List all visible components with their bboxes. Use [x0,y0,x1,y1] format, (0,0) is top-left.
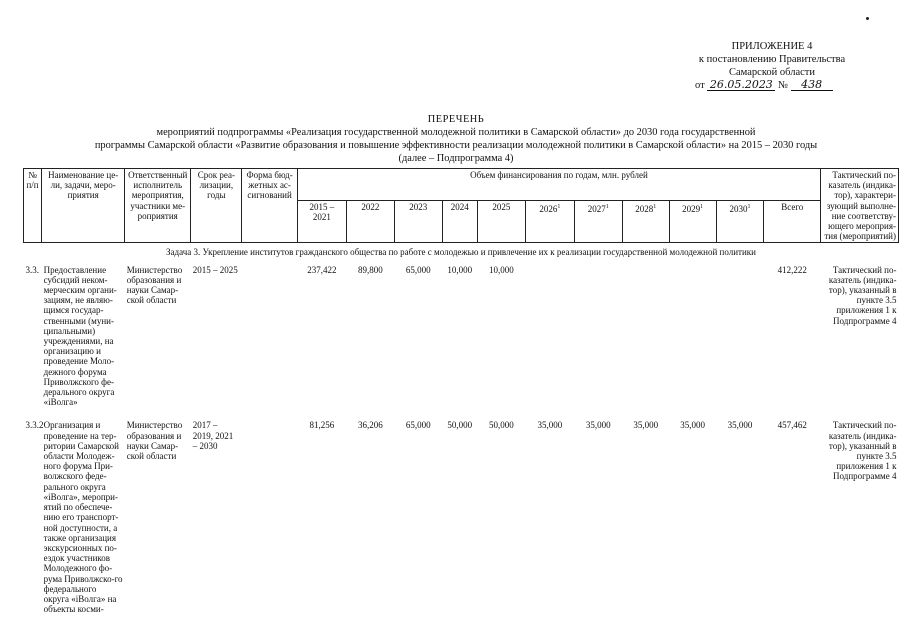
row-value [574,264,622,409]
row-value: 89,800 [357,264,383,275]
row-value: 35,000 [585,420,611,431]
appendix-header [662,40,882,92]
title-heading: ПЕРЕЧЕНЬ [427,114,485,125]
appendix-line2: к постановлению Правительства [698,54,846,65]
year-2028: 2028$^1$ [622,200,669,243]
row-indicator: Тактический по-казатель (индика-тор), указанный в пункте 3.5 приложения 1 к Подпрограмме 4 [828,420,897,482]
year-2023: 2023 [394,200,442,243]
handwritten-number: 438 [791,79,833,91]
year-2024: 2024 [442,200,477,243]
row-value: 35,000 [633,420,659,431]
row-value: 35,000 [680,420,705,431]
row-term: 2017 – 2019, 2021 – 2030 [192,420,234,451]
row-value: 50,000 [488,420,514,431]
row-num: 3.3. [25,264,39,275]
row-indicator: Тактический по-казатель (индика-тор), указанный в пункте 3.5 приложения 1 к Подпрограмме 4 [828,264,897,326]
row-value: 65,000 [405,420,431,431]
row-value: 36,206 [357,420,383,431]
year-2030: 2030$^1$ [716,200,764,243]
row-name: Предоставление субсидий неком-мерческим органи-зациям, не являю-щимся государ-ственными (муни-ципальными) учреждениями, на организацию и проведение Моло-дежного форума Приволжского фе-дерального округа «iВолга» [43,264,117,408]
header-name: Наименование це-ли, задачи, меро-приятия [42,169,125,243]
number-sign: № [777,80,788,91]
row-value: 50,000 [447,420,473,431]
row-value [622,264,669,409]
year-2022: 2022 [346,200,394,243]
year-2015-2021: 2015 – 2021 [297,200,346,243]
appendix-line3: Самарской области [729,67,815,78]
row-form [242,408,297,615]
appendix-title: ПРИЛОЖЕНИЕ 4 [731,41,813,52]
header-executor: Ответственный исполнитель мероприятия, участники ме-роприятия [125,169,191,243]
year-2025: 2025 [477,200,525,243]
row-name: Организация и проведение на тер-ритории Самарской области Молодеж-ного форума При-волжского феде-рального округа «iВолга», меропри-ятий по обеспече-нию его транспорт-ной доступности, а также организация экскурсионных по-ездок участников Молодежного фо-рума Приволжско-го федерального округа «iВолга» на объекты косми- [43,420,123,615]
title-line-2: мероприятий подпрограммы «Реализация государственной молодежной политики в Самарской области» до 2030 года государственной [156,127,756,138]
row-value: 65,000 [405,264,431,275]
year-2027: 2027$^1$ [574,200,622,243]
appendix-signature-line [662,79,882,92]
activities-table [23,168,899,615]
header-indicator: Тактический по-казатель (индика-тор), характери-зующий выполне-ние соответству-ющего мероприя-тия (мероприятий) [821,169,899,243]
header-form: Форма бюд-жетных ас-сигнований [242,169,297,243]
from-label: от [695,80,705,91]
row-form [242,264,297,409]
document-title [0,113,912,165]
table-row [24,408,899,615]
year-2029: 2029$^1$ [669,200,716,243]
scan-dot [866,17,869,20]
year-2026: 2026$^1$ [525,200,574,243]
title-line-3: программы Самарской области «Развитие образования и повышение эффективности реализации молодежной политики в Самарской области» на 2015 – 2030 годы [94,140,818,151]
row-value: 237,422 [307,264,337,275]
row-total: 412,222 [777,264,807,275]
header-term: Срок реа-лизации, годы [191,169,242,243]
row-value [525,264,574,409]
row-value [716,264,764,409]
row-executor: Министерство образования и науки Самар-ской области [126,264,183,306]
row-num: 3.3.2 [25,420,44,431]
row-value [669,264,716,409]
row-value: 35,000 [727,420,753,431]
task-3-heading: Задача 3. Укрепление институтов гражданского общества по работе с молодежью и привлечение их к реализации государственной молодежной политики [166,247,756,258]
row-value: 35,000 [537,420,563,431]
year-total: Всего [764,200,821,243]
table-row [24,264,899,409]
row-value: 10,000 [447,264,473,275]
row-executor: Министерство образования и науки Самар-ской области [126,420,183,462]
row-total: 457,462 [777,420,807,431]
row-value: 81,256 [309,420,335,431]
row-term: 2015 – 2025 [192,264,238,275]
header-volume: Объем финансирования по годам, млн. рублей [297,169,820,201]
title-line-4: (далее – Подпрограмма 4) [398,153,514,164]
header-num: № п/п [24,169,42,243]
handwritten-date: 26.05.2023 [707,79,775,91]
row-value: 10,000 [488,264,514,275]
